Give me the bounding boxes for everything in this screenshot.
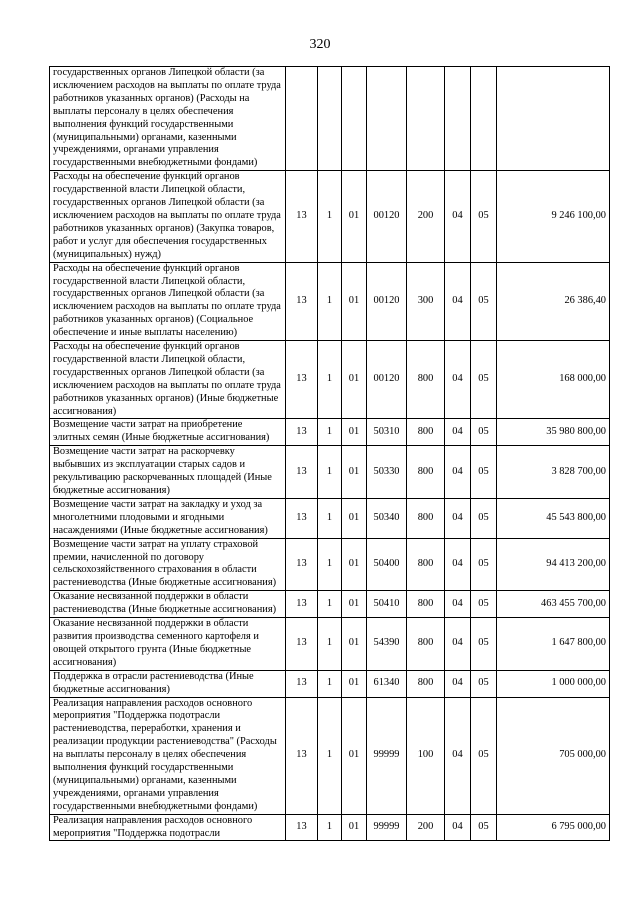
row-amount: 35 980 800,00: [497, 419, 610, 446]
table-row: [50, 697, 610, 814]
row-amount: 463 455 700,00: [497, 591, 610, 618]
table-row: [50, 591, 610, 618]
row-code-1: 13: [286, 697, 318, 814]
row-code-2: 1: [318, 618, 342, 671]
row-code-1: 13: [286, 341, 318, 419]
row-code-7: 05: [471, 262, 497, 340]
row-amount: 94 413 200,00: [497, 538, 610, 591]
row-code-6: 04: [445, 697, 471, 814]
row-code-5: 800: [407, 618, 445, 671]
row-code-6: 04: [445, 591, 471, 618]
row-code-2: 1: [318, 341, 342, 419]
row-code-1: 13: [286, 591, 318, 618]
page-number: 320: [309, 37, 331, 52]
row-code-2: 1: [318, 670, 342, 697]
row-code-5: 800: [407, 670, 445, 697]
row-code-5: 800: [407, 419, 445, 446]
table-row: [50, 171, 610, 262]
row-code-3: 01: [342, 341, 367, 419]
row-code-2: 1: [318, 538, 342, 591]
row-code-3: 01: [342, 591, 367, 618]
row-description: Реализация направления расходов основного мероприятия "Поддержка подотрасли растениеводства, переработки, хранения и реализации продукции растениеводства" (Расходы на выплаты персоналу в целях обеспечения выполнения функций государственными (муниципальными) органами, казенными учреждениями, органами управления государственными внебюджетными фондами): [50, 697, 286, 814]
row-code-2: 1: [318, 446, 342, 499]
row-code-6: 04: [445, 171, 471, 262]
table-row: [50, 814, 610, 841]
row-code-1: 13: [286, 538, 318, 591]
row-code-7: [471, 67, 497, 171]
row-code-4: 00120: [367, 341, 407, 419]
row-code-4: 50410: [367, 591, 407, 618]
row-code-4: 61340: [367, 670, 407, 697]
row-code-3: 01: [342, 697, 367, 814]
row-code-5: [407, 67, 445, 171]
table-row: [50, 419, 610, 446]
row-code-7: 05: [471, 419, 497, 446]
row-amount: 45 543 800,00: [497, 498, 610, 538]
table-row: [50, 67, 610, 171]
row-code-5: 800: [407, 591, 445, 618]
table-row: [50, 446, 610, 499]
row-description: Расходы на обеспечение функций органов государственной власти Липецкой области, государственных органов Липецкой области (за исключением расходов на выплаты по оплате труда работников указанных органов) (Иные бюджетные ассигнования): [50, 341, 286, 419]
row-code-3: 01: [342, 814, 367, 841]
row-code-1: 13: [286, 446, 318, 499]
row-code-4: 99999: [367, 814, 407, 841]
row-description: Возмещение части затрат на приобретение элитных семян (Иные бюджетные ассигнования): [50, 419, 286, 446]
row-amount: 9 246 100,00: [497, 171, 610, 262]
row-code-2: 1: [318, 814, 342, 841]
row-code-1: 13: [286, 498, 318, 538]
row-code-7: 05: [471, 171, 497, 262]
table-row: [50, 262, 610, 340]
row-amount: 1 000 000,00: [497, 670, 610, 697]
row-code-1: 13: [286, 419, 318, 446]
row-amount: 1 647 800,00: [497, 618, 610, 671]
row-code-1: 13: [286, 171, 318, 262]
row-code-3: 01: [342, 618, 367, 671]
row-code-3: 01: [342, 498, 367, 538]
table-row: [50, 670, 610, 697]
row-description: Расходы на обеспечение функций органов государственной власти Липецкой области, государственных органов Липецкой области (за исключением расходов на выплаты по оплате труда работников указанных органов) (Закупка товаров, работ и услуг для обеспечения государственных (муниципальных) нужд): [50, 171, 286, 262]
row-code-6: 04: [445, 446, 471, 499]
row-code-4: 50400: [367, 538, 407, 591]
row-description: государственных органов Липецкой области (за исключением расходов на выплаты по оплате труда работников указанных органов) (Расходы на выплаты персоналу в целях обеспечения выполнения функций государственными (муниципальными) органами, казенными учреждениями, органами управления государственными внебюджетными фондами): [50, 67, 286, 171]
row-code-4: [367, 67, 407, 171]
row-code-2: 1: [318, 498, 342, 538]
row-description: Возмещение части затрат на уплату страховой премии, начисленной по договору сельскохозяйственного страхования в области растениеводства (Иные бюджетные ассигнования): [50, 538, 286, 591]
row-code-6: [445, 67, 471, 171]
table-row: [50, 538, 610, 591]
row-code-7: 05: [471, 670, 497, 697]
row-code-2: 1: [318, 697, 342, 814]
row-code-4: 00120: [367, 171, 407, 262]
row-code-4: 54390: [367, 618, 407, 671]
table-row: [50, 498, 610, 538]
row-code-6: 04: [445, 341, 471, 419]
row-code-7: 05: [471, 618, 497, 671]
row-code-6: 04: [445, 419, 471, 446]
table-body: [50, 67, 610, 841]
table-row: [50, 618, 610, 671]
row-description: Возмещение части затрат на раскорчевку выбывших из эксплуатации старых садов и рекультивацию раскорчеванных площадей (Иные бюджетные ассигнования): [50, 446, 286, 499]
row-code-2: 1: [318, 262, 342, 340]
row-amount: 3 828 700,00: [497, 446, 610, 499]
row-amount: 705 000,00: [497, 697, 610, 814]
budget-table: [49, 66, 610, 841]
row-code-5: 300: [407, 262, 445, 340]
row-code-5: 100: [407, 697, 445, 814]
row-code-1: [286, 67, 318, 171]
row-code-4: 50340: [367, 498, 407, 538]
row-code-7: 05: [471, 446, 497, 499]
row-code-2: 1: [318, 171, 342, 262]
row-code-5: 200: [407, 171, 445, 262]
row-code-7: 05: [471, 538, 497, 591]
row-code-3: 01: [342, 262, 367, 340]
row-code-4: 50330: [367, 446, 407, 499]
row-code-6: 04: [445, 498, 471, 538]
row-code-3: 01: [342, 171, 367, 262]
row-description: Поддержка в отрасли растениеводства (Иные бюджетные ассигнования): [50, 670, 286, 697]
row-code-2: 1: [318, 419, 342, 446]
row-code-5: 800: [407, 446, 445, 499]
row-amount: 26 386,40: [497, 262, 610, 340]
row-code-1: 13: [286, 814, 318, 841]
row-amount: 6 795 000,00: [497, 814, 610, 841]
row-code-7: 05: [471, 814, 497, 841]
row-amount: [497, 67, 610, 171]
row-code-6: 04: [445, 814, 471, 841]
row-code-3: 01: [342, 419, 367, 446]
row-code-4: 50310: [367, 419, 407, 446]
row-code-7: 05: [471, 591, 497, 618]
row-code-3: 01: [342, 446, 367, 499]
row-code-3: [342, 67, 367, 171]
row-code-3: 01: [342, 670, 367, 697]
row-code-7: 05: [471, 341, 497, 419]
row-code-6: 04: [445, 618, 471, 671]
row-code-6: 04: [445, 670, 471, 697]
row-description: Оказание несвязанной поддержки в области развития производства семенного картофеля и овощей открытого грунта (Иные бюджетные ассигнования): [50, 618, 286, 671]
row-code-4: 00120: [367, 262, 407, 340]
row-code-7: 05: [471, 697, 497, 814]
row-amount: 168 000,00: [497, 341, 610, 419]
row-code-1: 13: [286, 670, 318, 697]
row-code-6: 04: [445, 538, 471, 591]
row-description: Расходы на обеспечение функций органов государственной власти Липецкой области, государственных органов Липецкой области (за исключением расходов на выплаты по оплате труда работников указанных органов) (Социальное обеспечение и иные выплаты населению): [50, 262, 286, 340]
row-code-1: 13: [286, 262, 318, 340]
row-code-2: [318, 67, 342, 171]
row-code-4: 99999: [367, 697, 407, 814]
row-description: Оказание несвязанной поддержки в области растениеводства (Иные бюджетные ассигнования): [50, 591, 286, 618]
row-code-5: 800: [407, 341, 445, 419]
table-row: [50, 341, 610, 419]
row-description: Реализация направления расходов основного мероприятия "Поддержка подотрасли: [50, 814, 286, 841]
row-code-2: 1: [318, 591, 342, 618]
row-code-6: 04: [445, 262, 471, 340]
row-code-3: 01: [342, 538, 367, 591]
row-code-5: 200: [407, 814, 445, 841]
row-code-5: 800: [407, 498, 445, 538]
row-code-7: 05: [471, 498, 497, 538]
row-code-5: 800: [407, 538, 445, 591]
row-code-1: 13: [286, 618, 318, 671]
row-description: Возмещение части затрат на закладку и уход за многолетними плодовыми и ягодными насаждениями (Иные бюджетные ассигнования): [50, 498, 286, 538]
